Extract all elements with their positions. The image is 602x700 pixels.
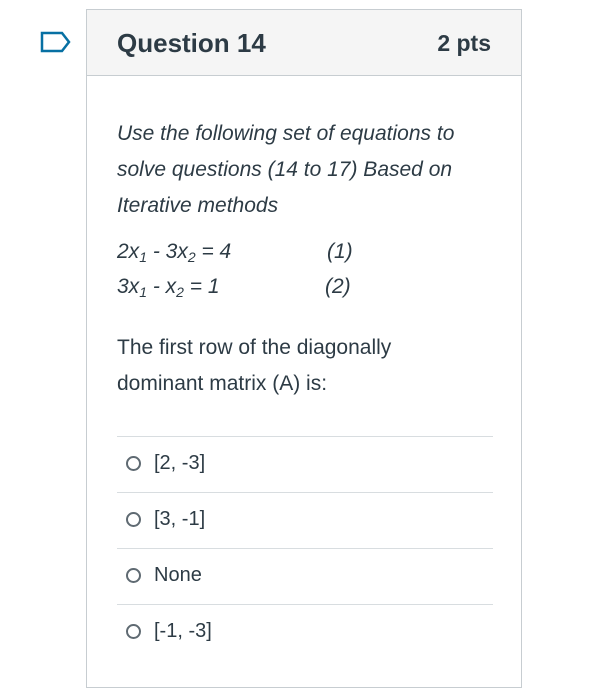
radio-button[interactable] bbox=[126, 512, 141, 527]
radio-button[interactable] bbox=[126, 624, 141, 639]
equation-text: $2x_1 - 3x_2 = 4$ bbox=[117, 240, 232, 265]
equation-number: (1) bbox=[327, 240, 353, 263]
equation-row bbox=[117, 275, 497, 310]
radio-button[interactable] bbox=[126, 568, 141, 583]
prompt-line: The first row of the diagonally bbox=[117, 336, 392, 359]
answer-label[interactable]: None bbox=[154, 564, 202, 586]
answer-option[interactable] bbox=[117, 437, 493, 493]
answer-label[interactable]: [-1, -3] bbox=[154, 620, 212, 642]
answer-label[interactable]: [2, -3] bbox=[154, 452, 206, 474]
intro-line: Iterative methods bbox=[117, 194, 279, 217]
radio-button[interactable] bbox=[126, 456, 141, 471]
intro-line: solve questions (14 to 17) Based on bbox=[117, 158, 453, 181]
answer-option[interactable] bbox=[117, 549, 493, 605]
equation-set bbox=[117, 240, 497, 310]
question-intro bbox=[117, 116, 497, 224]
question-prompt bbox=[117, 330, 497, 402]
question-card bbox=[86, 9, 522, 688]
bookmark-flag-icon[interactable] bbox=[40, 31, 72, 53]
question-title: Question 14 bbox=[117, 28, 266, 58]
question-points: 2 pts bbox=[437, 30, 491, 56]
prompt-line: dominant matrix (A) is: bbox=[117, 372, 328, 395]
equation-text: $3x_1 - x_2 = 1$ bbox=[117, 275, 220, 300]
intro-line: Use the following set of equations to bbox=[117, 122, 455, 145]
answer-option[interactable] bbox=[117, 605, 493, 660]
answer-label[interactable]: [3, -1] bbox=[154, 508, 206, 530]
answer-list bbox=[117, 436, 493, 660]
answer-option[interactable] bbox=[117, 493, 493, 549]
equation-number: (2) bbox=[325, 275, 351, 298]
question-header bbox=[87, 10, 521, 76]
equation-row bbox=[117, 240, 497, 275]
question-body bbox=[117, 116, 497, 402]
